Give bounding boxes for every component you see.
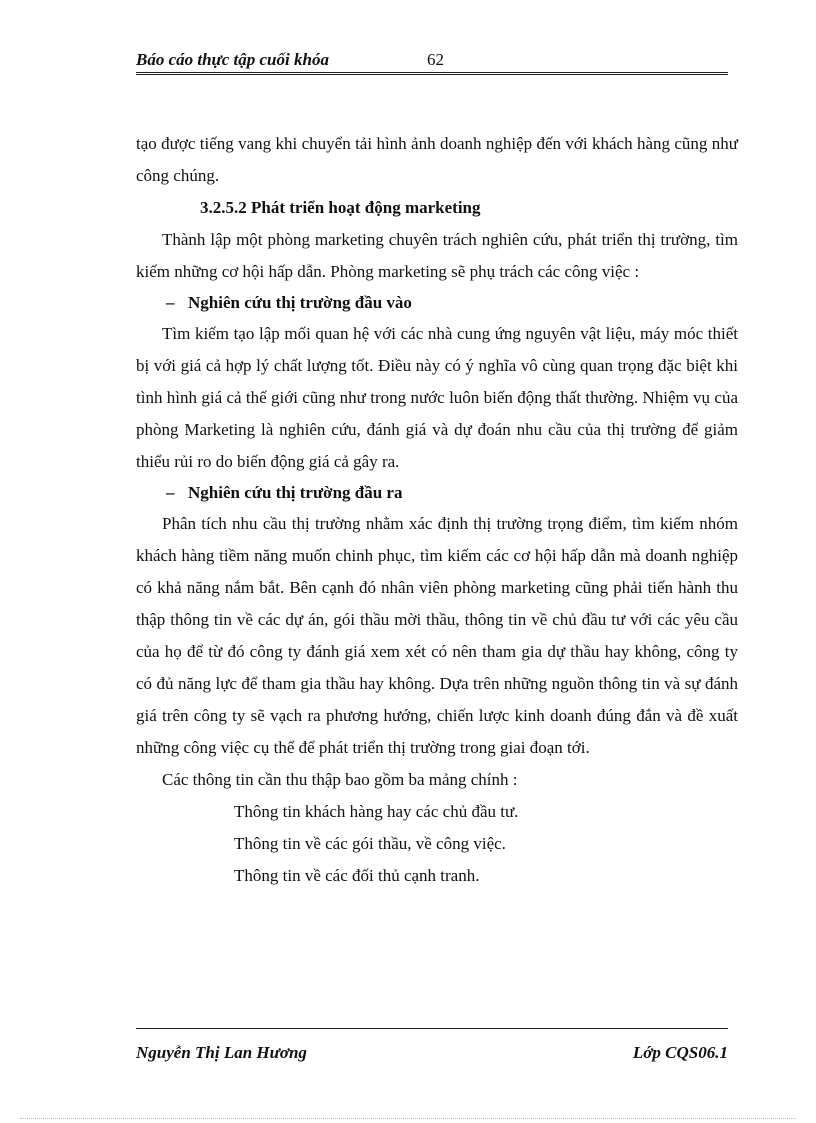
page-number: 62 bbox=[427, 50, 444, 69]
bullet-heading-input-label: Nghiên cứu thị trường đầu vào bbox=[188, 293, 412, 312]
page-footer bbox=[136, 1043, 728, 1067]
info-item: Thông tin khách hàng hay các chủ đầu tư. bbox=[234, 802, 519, 821]
class-code: Lớp CQS06.1 bbox=[632, 1043, 728, 1062]
bullet-heading-output-market bbox=[136, 478, 738, 508]
paragraph-input-market: Tìm kiếm tạo lập mối quan hệ với các nhà cung ứng nguyên vật liệu, máy móc thiết bị với giá cả hợp lý chất lượng tốt. Điều này có ý nghĩa vô cùng quan trọng đặc biệt khi tình hình giá cả thế giới cũng như trong nước luôn biến động thất thường. Nhiệm vụ của phòng Marketing là nghiên cứu, đánh giá và dự đoán nhu cầu của thị trường để giảm thiểu rủi ro do biến động giá cả gây ra. bbox=[136, 324, 738, 471]
author-name: Nguyễn Thị Lan Hương bbox=[136, 1043, 307, 1062]
footer-divider bbox=[136, 1028, 728, 1029]
page-body bbox=[136, 128, 738, 892]
paragraph-continuation: tạo được tiếng vang khi chuyển tải hình ảnh doanh nghiệp đến với khách hàng cũng như công chúng. bbox=[136, 134, 738, 185]
dash-bullet: – bbox=[166, 293, 175, 312]
bullet-heading-output-label: Nghiên cứu thị trường đầu ra bbox=[188, 483, 403, 502]
report-title: Báo cáo thực tập cuối khóa bbox=[136, 50, 329, 69]
page-edge-divider bbox=[20, 1118, 796, 1119]
bullet-heading-input-market bbox=[136, 288, 738, 318]
info-item: Thông tin về các đối thủ cạnh tranh. bbox=[234, 866, 480, 885]
section-heading: 3.2.5.2 Phát triển hoạt động marketing bbox=[200, 198, 481, 217]
info-item: Thông tin về các gói thầu, về công việc. bbox=[234, 834, 506, 853]
info-intro: Các thông tin cần thu thập bao gồm ba mảng chính : bbox=[162, 770, 518, 789]
paragraph-intro: Thành lập một phòng marketing chuyên trách nghiên cứu, phát triển thị trường, tìm kiếm những cơ hội hấp dẫn. Phòng marketing sẽ phụ trách các công việc : bbox=[136, 230, 738, 281]
page-header bbox=[136, 48, 728, 75]
dash-bullet: – bbox=[166, 483, 175, 502]
paragraph-output-market: Phân tích nhu cầu thị trường nhằm xác định thị trường trọng điểm, tìm kiếm nhóm khách hàng tiềm năng muốn chinh phục, tìm kiếm các cơ hội hấp dẫn mà doanh nghiệp có khả năng nắm bắt. Bên cạnh đó nhân viên phòng marketing cũng phải tiến hành thu thập thông tin về các dự án, gói thầu mời thầu, thông tin về chủ đầu tư với các yêu cầu của họ để từ đó công ty đánh giá xem xét có nên tham gia dự thầu hay không, công ty có đủ năng lực để tham gia thầu hay không. Dựa trên những nguồn thông tin và sự đánh giá trên công ty sẽ vạch ra phương hướng, chiến lược kinh doanh đúng đắn và đề xuất những công việc cụ thể để phát triển thị trường trong giai đoạn tới. bbox=[136, 514, 738, 757]
